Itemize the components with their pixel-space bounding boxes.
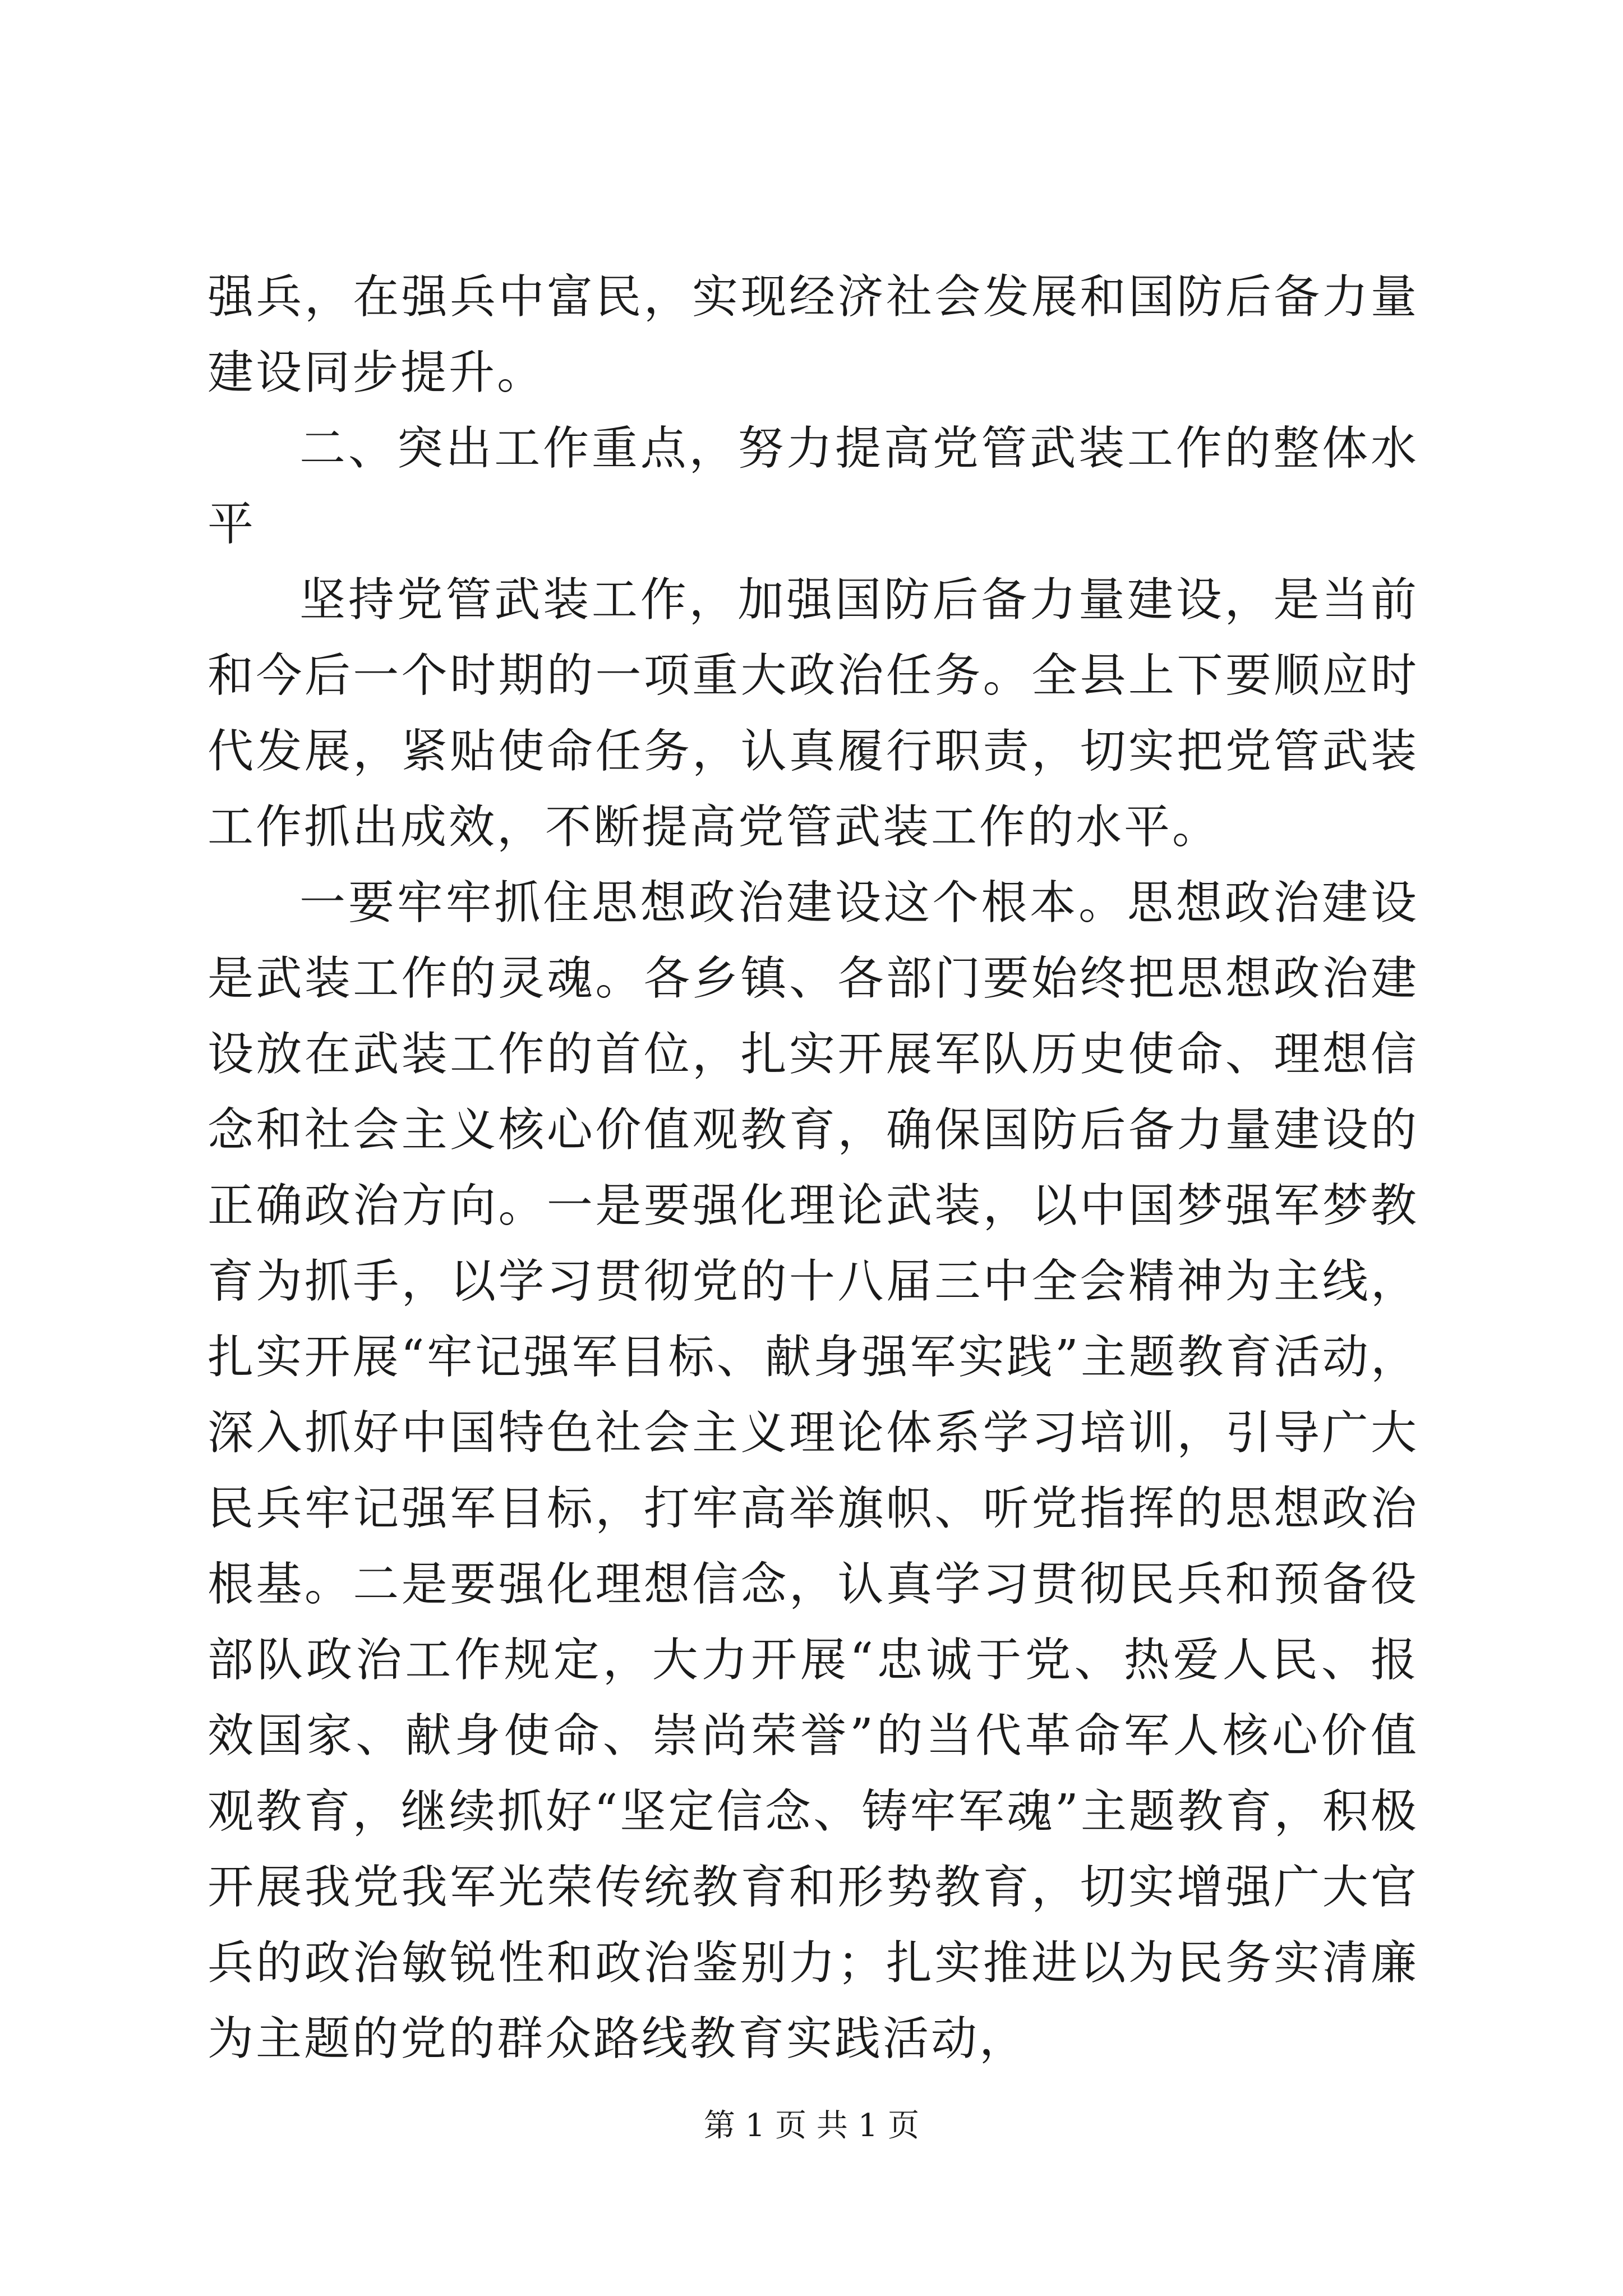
section-heading: 二、突出工作重点，努力提高党管武装工作的整体水平 (208, 422, 1419, 551)
paragraph: 一要牢牢抓住思想政治建设这个根本。思想政治建设是武装工作的灵魂。各乡镇、各部门要始终把思想政治建设放在武装工作的首位，扎实开展军队历史使命、理想信念和社会主义核心价值观教育，确保国防后备力量建设的正确政治方向。一是要强化理论武装，以中国梦强军梦教育为抓手，以学习贯彻党的十八届三中全会精神为主线，扎实开展“牢记强军目标、献身强军实践”主题教育活动，深入抓好中国特色社会主义理论体系学习培训，引导广大民兵牢记强军目标，打牢高举旗帜、听党指挥的思想政治根基。二是要强化理想信念，认真学习贯彻民兵和预备役部队政治工作规定，大力开展“忠诚于党、热爱人民、报效国家、献身使命、崇尚荣誉”的当代革命军人核心价值观教育，继续抓好“坚定信念、铸牢军魂”主题教育，积极开展我党我军光荣传统教育和形势教育，切实增强广大官兵的政治敏锐性和政治鉴别力；扎实推进以为民务实清廉为主题的党的群众路线教育实践活动， (208, 876, 1419, 2065)
document-body (208, 259, 1419, 2077)
paragraph: 坚持党管武装工作，加强国防后备力量建设，是当前和今后一个时期的一项重大政治任务。全县上下要顺应时代发展，紧贴使命任务，认真履行职责，切实把党管武装工作抓出成效，不断提高党管武装工作的水平。 (208, 573, 1419, 854)
paragraph-continuation: 强兵，在强兵中富民，实现经济社会发展和国防后备力量建设同步提升。 (208, 270, 1419, 399)
page-number-footer: 第 1 页 共 1 页 (703, 2108, 920, 2144)
